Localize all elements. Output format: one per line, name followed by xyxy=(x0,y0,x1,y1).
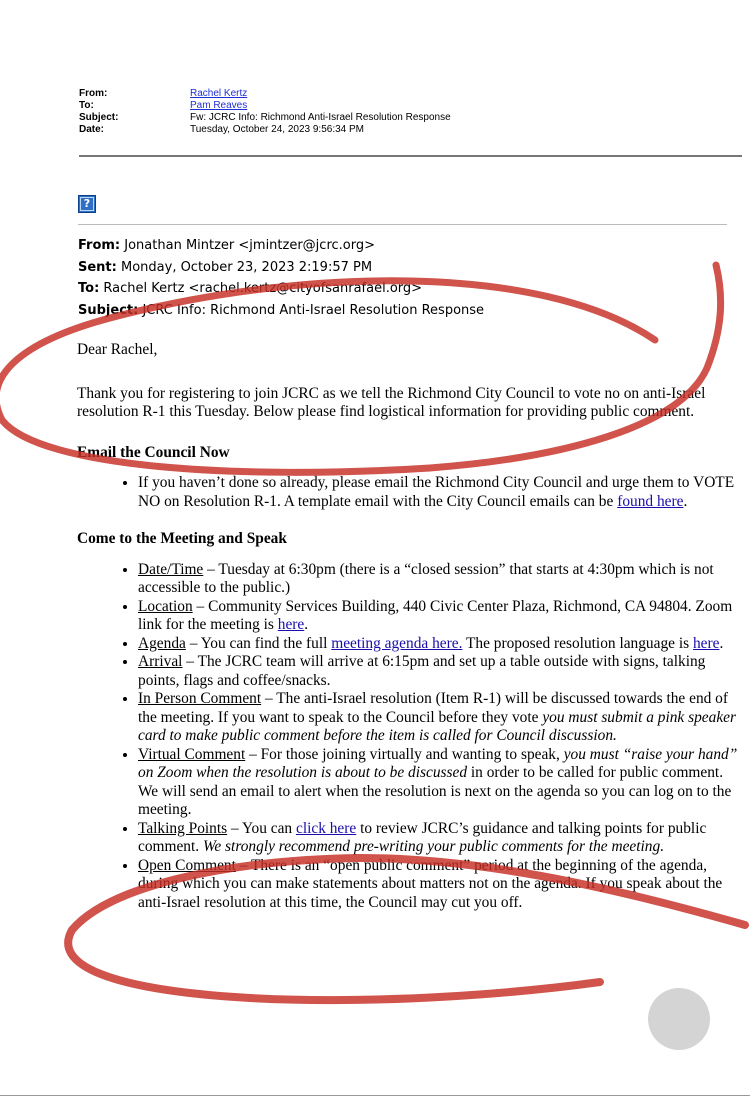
list-item-open-comment: • Open Comment – There is an “open public comment” period at the beginning of the agenda, during which you can make statements about matters not on the agenda. If you speak about the anti-Israel resolution at this time, the Council may cut you off. xyxy=(138,857,742,913)
email-council-item: • If you haven’t done so already, please email the Richmond City Council and urge them to VOTE NO on Resolution R-1. A template email with the City Council emails can be found here. xyxy=(138,474,742,511)
inner-subject-value: JCRC Info: Richmond Anti-Israel Resolution Response xyxy=(138,302,485,318)
broken-image-icon: ? xyxy=(78,195,96,213)
intro-paragraph: Thank you for registering to join JCRC as we tell the Richmond City Council to vote no on anti-Israel resolution R-1 this Tuesday. Below please find logistical information for providing public comment. xyxy=(77,384,706,420)
outer-subject-row xyxy=(79,112,451,124)
found-here-link[interactable]: found here xyxy=(617,492,684,510)
bottom-divider xyxy=(0,1095,750,1096)
message-divider xyxy=(78,224,727,225)
list-item-location: • Location – Community Services Building, 440 Civic Center Plaza, Richmond, CA 94804. Zoom link for the meeting is here. xyxy=(138,598,742,635)
list-item-agenda: • Agenda – You can find the full meeting agenda here. The proposed resolution language is here. xyxy=(138,635,742,654)
outer-email-header xyxy=(79,88,451,136)
floating-action-button[interactable] xyxy=(648,988,710,1050)
header-divider xyxy=(79,155,742,157)
email-council-heading: Email the Council Now xyxy=(77,443,230,461)
meeting-agenda-link[interactable]: meeting agenda here. xyxy=(331,634,463,652)
zoom-link[interactable]: here xyxy=(277,616,305,633)
inner-sent-label: Sent: xyxy=(78,259,117,275)
inner-sent-value: Monday, October 23, 2023 2:19:57 PM xyxy=(116,259,373,275)
greeting: Dear Rachel, xyxy=(77,341,158,358)
inner-to-row xyxy=(78,278,738,300)
outer-to-link[interactable]: Pam Reaves xyxy=(190,100,248,111)
outer-date-label: Date: xyxy=(79,124,105,135)
outer-date-row xyxy=(79,124,451,136)
list-item-in-person: • In Person Comment – The anti-Israel resolution (Item R-1) will be discussed towards the end of the meeting. If you want to speak to the Council before they vote you must submit a pink speaker card to make public comment before the item is called for Council discussion. xyxy=(138,690,742,746)
outer-from-row xyxy=(79,88,451,100)
list-item-virtual: • Virtual Comment – For those joining virtually and wanting to speak, you must “raise your hand” on Zoom when the resolution is about to be discussed in order to be called for public comment. We will send an email to alert when the resolution is next on the agenda so you can log on to the meeting. xyxy=(138,746,742,820)
outer-to-row xyxy=(79,100,451,112)
outer-to-label: To: xyxy=(79,100,94,111)
list-item-datetime: • Date/Time – Tuesday at 6:30pm (there is a “closed session” that starts at 4:30pm which is not accessible to the public.) xyxy=(138,561,742,598)
list-item-arrival: • Arrival – The JCRC team will arrive at 6:15pm and set up a table outside with signs, talking points, flags and coffee/snacks. xyxy=(138,653,742,690)
inner-sent-row xyxy=(78,257,738,279)
inner-from-row xyxy=(78,235,738,257)
outer-subject-label: Subject: xyxy=(79,112,119,123)
talking-points-link[interactable]: click here xyxy=(295,819,357,837)
outer-subject-value: Fw: JCRC Info: Richmond Anti-Israel Resolution Response xyxy=(190,112,451,123)
resolution-language-link[interactable]: here xyxy=(692,634,720,652)
inner-from-value: Jonathan Mintzer <jmintzer@jcrc.org> xyxy=(120,238,375,253)
meeting-heading: Come to the Meeting and Speak xyxy=(77,530,287,547)
inner-subject-label: Subject: xyxy=(78,302,139,318)
email-body xyxy=(77,341,742,912)
email-council-list xyxy=(77,474,742,511)
list-item-talking-points: • Talking Points – You can click here to review JCRC’s guidance and talking points for public comment. We strongly recommend pre-writing your public comments for the meeting. xyxy=(138,820,742,857)
inner-from-label: From: xyxy=(78,238,121,253)
outer-from-link[interactable]: Rachel Kertz xyxy=(190,88,248,99)
meeting-list xyxy=(77,561,742,913)
outer-date-value: Tuesday, October 24, 2023 9:56:34 PM xyxy=(190,124,364,135)
inner-to-value: Rachel Kertz <rachel.kertz@cityofsanrafael.org> xyxy=(99,281,423,296)
inner-email-header xyxy=(78,235,738,321)
inner-to-label: To: xyxy=(78,281,100,296)
inner-subject-row xyxy=(78,300,738,322)
outer-from-label: From: xyxy=(79,88,108,99)
